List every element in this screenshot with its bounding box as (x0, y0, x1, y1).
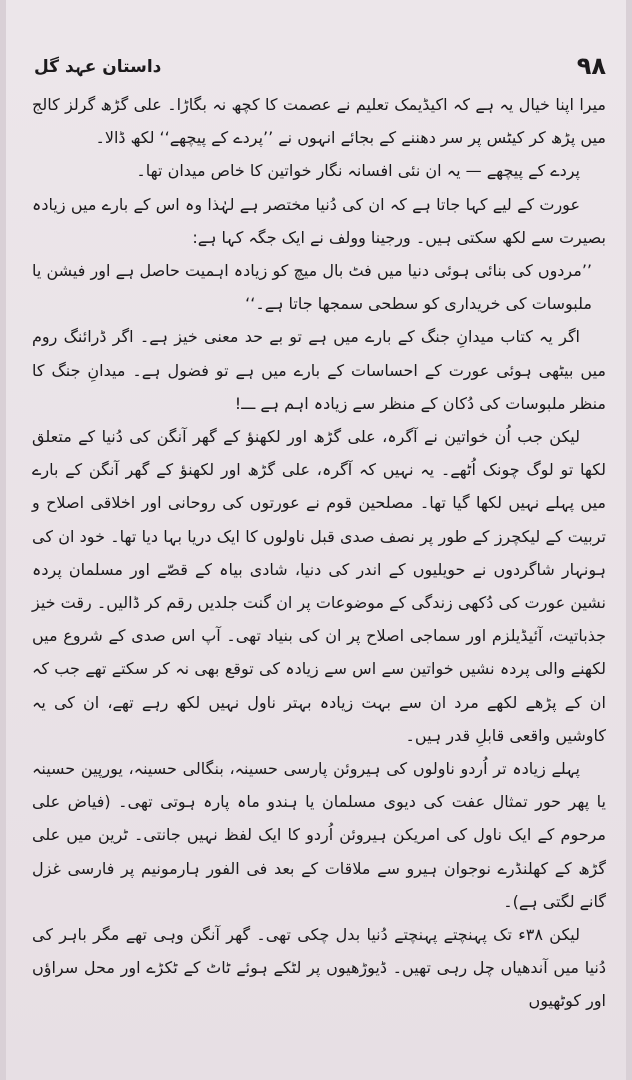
scan-edge-right (626, 0, 632, 1080)
page-header (30, 52, 606, 86)
paragraph: عورت کے لیے کہا جاتا ہے کہ ان کی دُنیا مختصر ہے لہٰذا وہ اس کے بارے میں زیادہ بصیرت سے لکھ سکتی ہیں۔ ورجینا وولف نے ایک جگہ کہا ہے: (32, 194, 606, 247)
block-quote: ’’مردوں کی بنائی ہوئی دنیا میں فٹ بال میچ کو زیادہ اہمیت حاصل ہے اور فیشن یا ملبوسات کی خریداری کو سطحی سمجھا جاتا ہے۔‘‘ (32, 261, 592, 314)
paragraph: لیکن جب اُن خواتین نے آگرہ، علی گڑھ اور لکھنؤ کے گھر آنگن کی دُنیا کے متعلق لکھا تو لوگ چونک اُٹھے۔ یہ نہیں کہ آگرہ، علی گڑھ اور لکھنؤ کے گھر آنگن کے بارے میں پہلے نہیں لکھا گیا تھا۔ مصلحین قوم نے عورتوں کی روحانی اور اخلاقی اصلاح و تربیت کے لیکچرز کے طور پر نصف صدی قبل ناولوں کا ایک دریا بہا دیا تھا۔ خود ان کی ہونہار شاگردوں نے حویلیوں کے اندر کی دنیا، شادی بیاہ کے قصّے اور مسلمان پردہ نشین عورت کی دُکھی زندگی کے موضوعات پر ان گنت جلدیں رقم کر ڈالیں۔ رقت خیز جذباتیت، آئیڈیلزم اور سماجی اصلاح پر ان کی بنیاد تھی۔ آپ اس صدی کے شروع میں لکھنے والی پردہ نشیں خواتین سے اس سے زیادہ کی توقع بھی نہ کر سکتے تھے جب کہ ان کے پڑھے لکھے مرد ان سے بہت زیادہ بہتر ناول نہیں لکھ رہے تھے، ان کی یہ کاوشیں واقعی قابلِ قدر ہیں۔ (32, 427, 606, 745)
paragraph: میرا اپنا خیال یہ ہے کہ اکیڈیمک تعلیم نے عصمت کا کچھ نہ بگاڑا۔ علی گڑھ گرلز کالج میں پڑھ کر کیٹس پر سر دھننے کے بجائے انہوں نے ’’پردے کے پیچھے‘‘ لکھ ڈالا۔ (32, 95, 606, 148)
page-number: ۹۸ (576, 52, 606, 80)
paragraph: اگر یہ کتاب میدانِ جنگ کے بارے میں ہے تو بے حد معنی خیز ہے۔ اگر ڈرائنگ روم میں بیٹھی ہوئی عورت کے احساسات کے بارے میں ہے تو فضول ہے۔ میدانِ جنگ کا منظر ملبوسات کی دُکان کے منظر سے زیادہ اہم ہے ـــ! (32, 327, 606, 413)
body-text (32, 88, 606, 1018)
paragraph: پہلے زیادہ تر اُردو ناولوں کی ہیروئن پارسی حسینہ، بنگالی حسینہ، یورپین حسینہ یا پھر حور تمثال عفت کی دیوی مسلمان یا ہندو ماہ پارہ ہوتی تھی۔ (فیاض علی مرحوم کے ایک ناول کی امریکن ہیروئن اُردو کا ایک لفظ نہیں جانتی۔ ٹرین میں علی گڑھ کے کھلنڈرے نوجوان ہیرو سے ملاقات کے بعد فی الفور ہارمونیم پر فارسی غزل گانے لگتی ہے)۔ (32, 759, 606, 911)
running-title: داستان عہد گل (34, 57, 162, 77)
paragraph: لیکن ۳۸ء تک پہنچتے پہنچتے دُنیا بدل چکی تھی۔ گھر آنگن وہی تھے مگر باہر کی دُنیا میں آندھیاں چل رہی تھیں۔ ڈیوڑھیوں پر لٹکے ہوئے ٹاٹ کے ٹکڑے اور محل سراؤں اور کوٹھیوں (32, 925, 606, 1011)
scan-edge-left (0, 0, 6, 1080)
paragraph: پردے کے پیچھے — یہ ان نئی افسانہ نگار خواتین کا خاص میدان تھا۔ (136, 161, 580, 181)
